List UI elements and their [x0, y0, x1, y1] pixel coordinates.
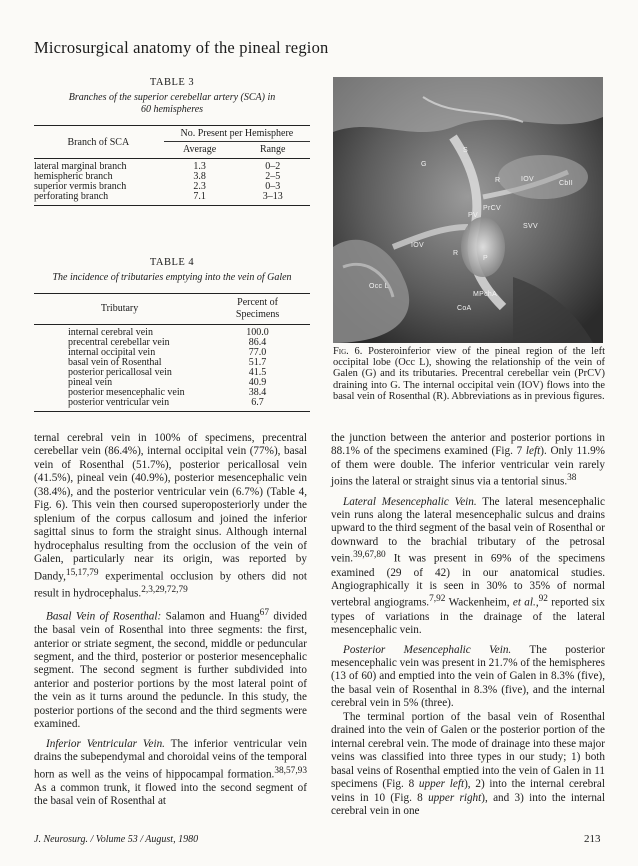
fig-label-s: S: [463, 147, 468, 154]
table-4-cell-tributary: basal vein of Rosenthal: [68, 357, 162, 368]
figure-6-caption-text: Posteroinferior view of the pineal region of the left occipital lobe (Occ L), showing the relationship of the vein of Galen (G) and its tributaries. Precentral cerebellar vein (PrCV) draining into G. The internal occipital vein (IOV) flows into the basal vein of Rosenthal (R). Abbreviations as in previous figures.: [333, 346, 605, 402]
text-run: ), 2) into the internal cerebral veins in 10 (Fig. 8: [331, 778, 605, 804]
table-3-header-range: Range: [259, 144, 286, 155]
table-4-cell-tributary: pineal vein: [68, 377, 113, 388]
fig-label-r2: R: [453, 250, 459, 257]
section-heading-lateral-mesencephalic-vein: Lateral Mesencephalic Vein.: [343, 495, 477, 508]
table-4-cell-tributary: internal occipital vein: [68, 347, 156, 358]
table-3-cell-branch: perforating branch: [34, 192, 164, 206]
table-4-cell-percent: 100.0: [205, 325, 310, 339]
et-al: et al.: [512, 597, 536, 610]
table-4-cell-percent: 6.7: [205, 398, 310, 412]
table-4-cell-tributary: posterior ventricular vein: [34, 398, 205, 412]
table-3-title: TABLE 3: [149, 77, 195, 88]
table-3-cell-range: 0–3: [265, 181, 281, 192]
table-4-cell-percent: 41.5: [248, 367, 267, 378]
cerebellum-shape: [498, 155, 588, 199]
text-run: the junction between the anterior and posterior portions in 88.1% of the specimens examined (Fig. 7: [331, 432, 605, 458]
table-3-caption: [34, 92, 310, 116]
paragraph: [331, 644, 605, 711]
citation: 67: [259, 607, 269, 618]
text-run: divided the basal vein of Rosenthal into three segments: the first, anterior or striate segment, the second, middle or peduncular segment, and the third, posterior or posterior mesencephalic segment. The second segment is further subdivided into anterior and posterior portions by the most lateral point of the vein as it turns around the peduncle. In this study, the posterior portions of the second and the third segments were examined.: [34, 610, 307, 731]
table-4: [34, 257, 310, 412]
table-3: [34, 77, 310, 206]
table-4-caption: [34, 272, 310, 284]
text-run: experimental occlusion by others did not result in hydrocephalus.: [34, 570, 307, 600]
table-3-cell-average: 3.8: [193, 171, 206, 182]
table-4-header-tributary: Tributary: [34, 294, 205, 325]
section-heading-basal-vein: Basal Vein of Rosenthal:: [46, 610, 162, 623]
paragraph: [331, 496, 605, 638]
citation: 38,57,93: [274, 765, 307, 776]
table-3-cell-average: 1.3: [164, 159, 236, 173]
table-row: [34, 398, 310, 412]
text-run: It was present in 69% of the specimens examined (29 of 42) in our anatomical studies. Angiographically it is seen in 30% to 35% of normal vertebral angiograms.: [331, 553, 605, 610]
table-3-cell-average: 2.3: [193, 181, 206, 192]
citation: 2,3,29,72,79: [141, 584, 188, 595]
fig-label-r: R: [495, 177, 501, 184]
table-4-cell-tributary: posterior mesencephalic vein: [68, 387, 185, 398]
fig-label-coa: CoA: [457, 305, 472, 312]
table-row: [34, 159, 310, 173]
fig-label-cbii: CbII: [559, 180, 574, 187]
table-4-grid: [34, 293, 310, 412]
fig-label-iov-right: IOV: [521, 176, 534, 183]
paragraph: [34, 738, 307, 809]
table-3-cell-range: 3–13: [235, 192, 310, 206]
text-run: Wackenheim,: [445, 597, 513, 610]
table-4-cell-tributary: posterior pericallosal vein: [68, 367, 172, 378]
figure-6-illustration: [333, 77, 603, 343]
table-3-cell-range: 0–2: [235, 159, 310, 173]
figure-6-photo: [333, 77, 603, 343]
text-run: reported six types of variations in the drainage of the lateral mesencephalic vein.: [331, 597, 605, 637]
figure-ref-upper-right: upper right: [428, 791, 482, 804]
fig-label-prcv: PrCV: [483, 205, 501, 212]
paragraph: [34, 432, 307, 601]
table-3-cell-branch: superior vermis branch: [34, 181, 127, 192]
table-4-cell-percent: 38.4: [248, 387, 267, 398]
table-3-caption-line1: Branches of the superior cerebellar artery (SCA) in: [68, 92, 276, 103]
table-3-cell-branch: hemispheric branch: [34, 171, 113, 182]
journal-footer: J. Neurosurg. / Volume 53 / August, 1980: [34, 834, 199, 845]
table-3-header-group: No. Present per Hemisphere: [164, 126, 310, 142]
text-run: Salamon and Huang: [161, 610, 260, 623]
table-4-title: TABLE 4: [149, 257, 195, 268]
page-number: 213: [584, 833, 601, 845]
section-heading-inferior-ventricular-vein: Inferior Ventricular Vein.: [46, 737, 165, 750]
text-run: ). Only 11.9% of them were double. The inferior ventricular vein rarely joins the lateral or straight sinus via a tentorial sinus.: [331, 445, 605, 489]
fig-label-occ-l: Occ L: [369, 283, 389, 290]
table-row: [34, 325, 310, 339]
text-run: ), and 3) into the internal cerebral vein in one: [331, 791, 606, 817]
citation: 7,92: [429, 594, 446, 605]
table-3-cell-branch: lateral marginal branch: [34, 159, 164, 173]
running-head: Microsurgical anatomy of the pineal region: [34, 38, 329, 57]
table-4-header-percent: [205, 294, 310, 325]
fig-label-pv: PV: [468, 212, 478, 219]
table-3-header-average: Average: [183, 144, 217, 155]
right-column: [331, 432, 605, 818]
text-run: ,: [535, 597, 539, 610]
text-run: The lateral mesencephalic vein runs along the lateral mesencephalic sulcus and drains upward to the third segment of the basal vein of Rosenthal or downward to the brachial tributary of the petrosal vein.: [331, 495, 605, 566]
table-3-caption-line2: 60 hemispheres: [140, 104, 204, 115]
figure-ref-left: left: [525, 445, 541, 458]
figure-6-caption-label: Fig. 6.: [333, 346, 363, 357]
table-row: [34, 192, 310, 206]
table-4-header-percent-line1: Percent of: [237, 297, 278, 308]
section-heading-posterior-mesencephalic-vein: Posterior Mesencephalic Vein.: [343, 643, 512, 656]
citation: 15,17,79: [65, 567, 99, 578]
text-run: ternal cerebral vein in 100% of specimens, precentral cerebellar vein (86.4%), internal occipital vein (77%), basal vein of Rosenthal (51.7%), posterior pericallosal vein (41.5%), pineal vein (40.9%), posterior mesencephalic vein (38.4%), and the posterior ventricular vein (6.7%) (Table 4, Fig. 6). This vein then coursed superoposteriorly under the splenium of the corpus callosum and joined the inferior sagittal sinus to form the straight sinus. Although internal hydrocephalus resulting from the occlusion of the vein of Galen, particularly near its origin, was reported by Dandy,: [34, 432, 307, 583]
table-3-cell-range: 2–5: [265, 171, 281, 182]
text-run: As a common trunk, it flowed into the second segment of the basal vein of Rosenthal at: [34, 781, 307, 808]
table-3-header-branch: Branch of SCA: [34, 126, 164, 159]
citation: 38: [567, 473, 577, 484]
fig-label-iov-left: IOV: [411, 242, 424, 249]
text-run: The posterior mesencephalic vein was present in 21.7% of the hemispheres (13 of 60) and emptied into the vein of Galen in 8.3% (five), the basal vein of Rosenthal in 8.3% (five), and the internal cerebral vein in 5% (three).: [331, 643, 605, 710]
left-column: [34, 432, 307, 809]
figure-6-caption: [333, 346, 605, 402]
table-4-cell-percent: 77.0: [248, 347, 267, 358]
text-run: The terminal portion of the basal vein of Rosenthal drained into the vein of Galen or the posterior portion of the internal cerebral vein. The mode of drainage into these major veins was classified into three types in our study; 1) both basal veins of Rosenthal emptied into the vein of Galen in 11 specimens (Fig. 8: [331, 710, 605, 791]
paragraph: [331, 432, 605, 490]
text-run: The inferior ventricular vein drains the subependymal and choroidal veins of the temporal horn as well as the veins of hippocampal formation.: [34, 737, 307, 781]
table-3-cell-average: 7.1: [164, 192, 236, 206]
paragraph: [34, 607, 307, 732]
table-4-cell-tributary: internal cerebral vein: [34, 325, 205, 339]
table-4-header-percent-line2: Specimens: [235, 309, 280, 320]
table-4-caption-text: The incidence of tributaries emptying into the vein of Galen: [52, 272, 292, 283]
citation: 92: [538, 594, 548, 605]
paragraph: [331, 711, 605, 819]
fig-label-g: G: [421, 161, 427, 168]
table-4-cell-percent: 40.9: [248, 377, 267, 388]
fig-label-mpcha: MPchA: [473, 291, 498, 298]
pineal-body-shape: [461, 217, 505, 277]
table-4-cell-tributary: precentral cerebellar vein: [68, 337, 170, 348]
table-4-cell-percent: 86.4: [248, 337, 267, 348]
citation: 39,67,80: [353, 550, 386, 561]
table-3-grid: [34, 125, 310, 206]
fig-label-p: P: [483, 255, 488, 262]
figure-ref-upper-left: upper left: [418, 778, 465, 791]
fig-label-svv: SVV: [523, 223, 538, 230]
table-4-cell-percent: 51.7: [248, 357, 267, 368]
